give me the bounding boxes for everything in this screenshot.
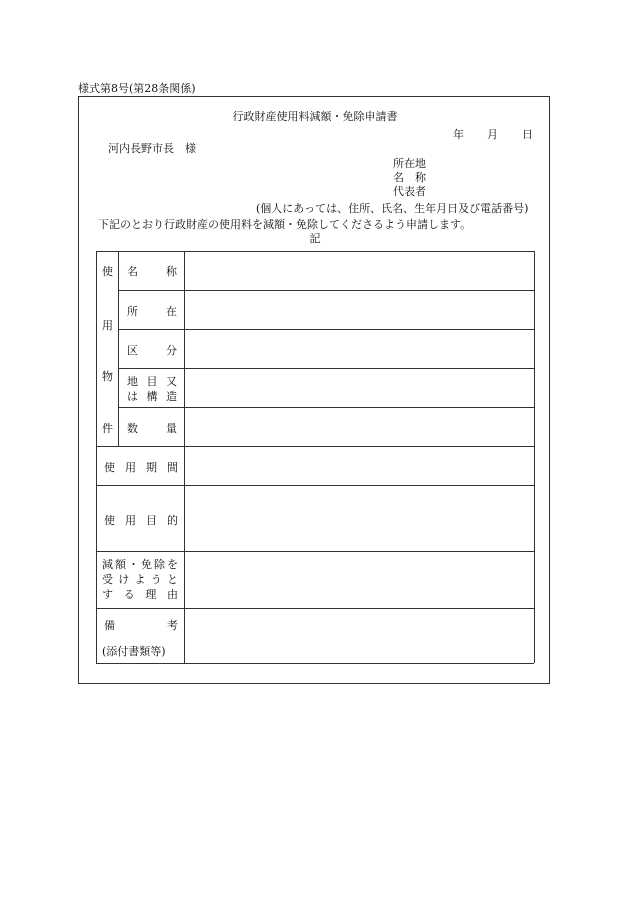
- property-quantity-label: 数 量: [127, 422, 177, 435]
- reason-label-line3: す る 理 由: [102, 588, 178, 601]
- usage-period-label: 使 用 期 間: [104, 461, 178, 474]
- remarks-label: 備 考: [104, 619, 178, 632]
- document-title: 行政財産使用料減額・免除申請書: [232, 110, 398, 123]
- reason-field[interactable]: [184, 551, 534, 608]
- ki-mark: 記: [309, 232, 321, 245]
- applicant-location-label: 所在地: [393, 157, 426, 170]
- property-group-char-4: 件: [102, 422, 113, 435]
- reason-label-line1: 減 額 ・ 免 除 を: [102, 558, 178, 571]
- form-number: 様式第8号(第28条関係): [78, 82, 196, 95]
- property-location-label: 所 在: [127, 305, 177, 318]
- property-name-field[interactable]: [184, 251, 534, 290]
- remarks-field[interactable]: [184, 608, 534, 663]
- property-quantity-field[interactable]: [184, 407, 534, 446]
- property-location-field[interactable]: [184, 290, 534, 329]
- land-structure-field[interactable]: [184, 368, 534, 407]
- property-name-label: 名 称: [127, 265, 177, 278]
- applicant-name-label: 名 称: [393, 171, 426, 184]
- date-year: 年: [453, 128, 464, 141]
- date-month: 月: [487, 128, 498, 141]
- attachments-label: (添付書類等): [102, 645, 166, 658]
- usage-purpose-field[interactable]: [184, 485, 534, 551]
- addressee: 河内長野市長 様: [108, 142, 196, 155]
- property-category-label: 区 分: [127, 344, 177, 357]
- property-group-char-1: 使: [102, 265, 113, 278]
- property-group-char-3: 物: [102, 370, 113, 383]
- applicant-representative-label: 代表者: [393, 185, 426, 198]
- date-day: 日: [522, 128, 533, 141]
- individual-note: (個人にあっては、住所、氏名、生年月日及び電話番号): [256, 202, 529, 215]
- property-group-char-2: 用: [102, 319, 113, 332]
- application-table: [96, 251, 534, 663]
- usage-period-field[interactable]: [184, 446, 534, 485]
- usage-purpose-label: 使 用 目 的: [104, 514, 178, 527]
- request-sentence: 下記のとおり行政財産の使用料を減額・免除してくださるよう申請します。: [98, 218, 472, 231]
- reason-label-line2: 受 け よ う と: [102, 573, 178, 586]
- property-category-field[interactable]: [184, 329, 534, 368]
- land-structure-label-line1: 地 目 又: [127, 375, 177, 388]
- land-structure-label-line2: は 構 造: [127, 390, 177, 403]
